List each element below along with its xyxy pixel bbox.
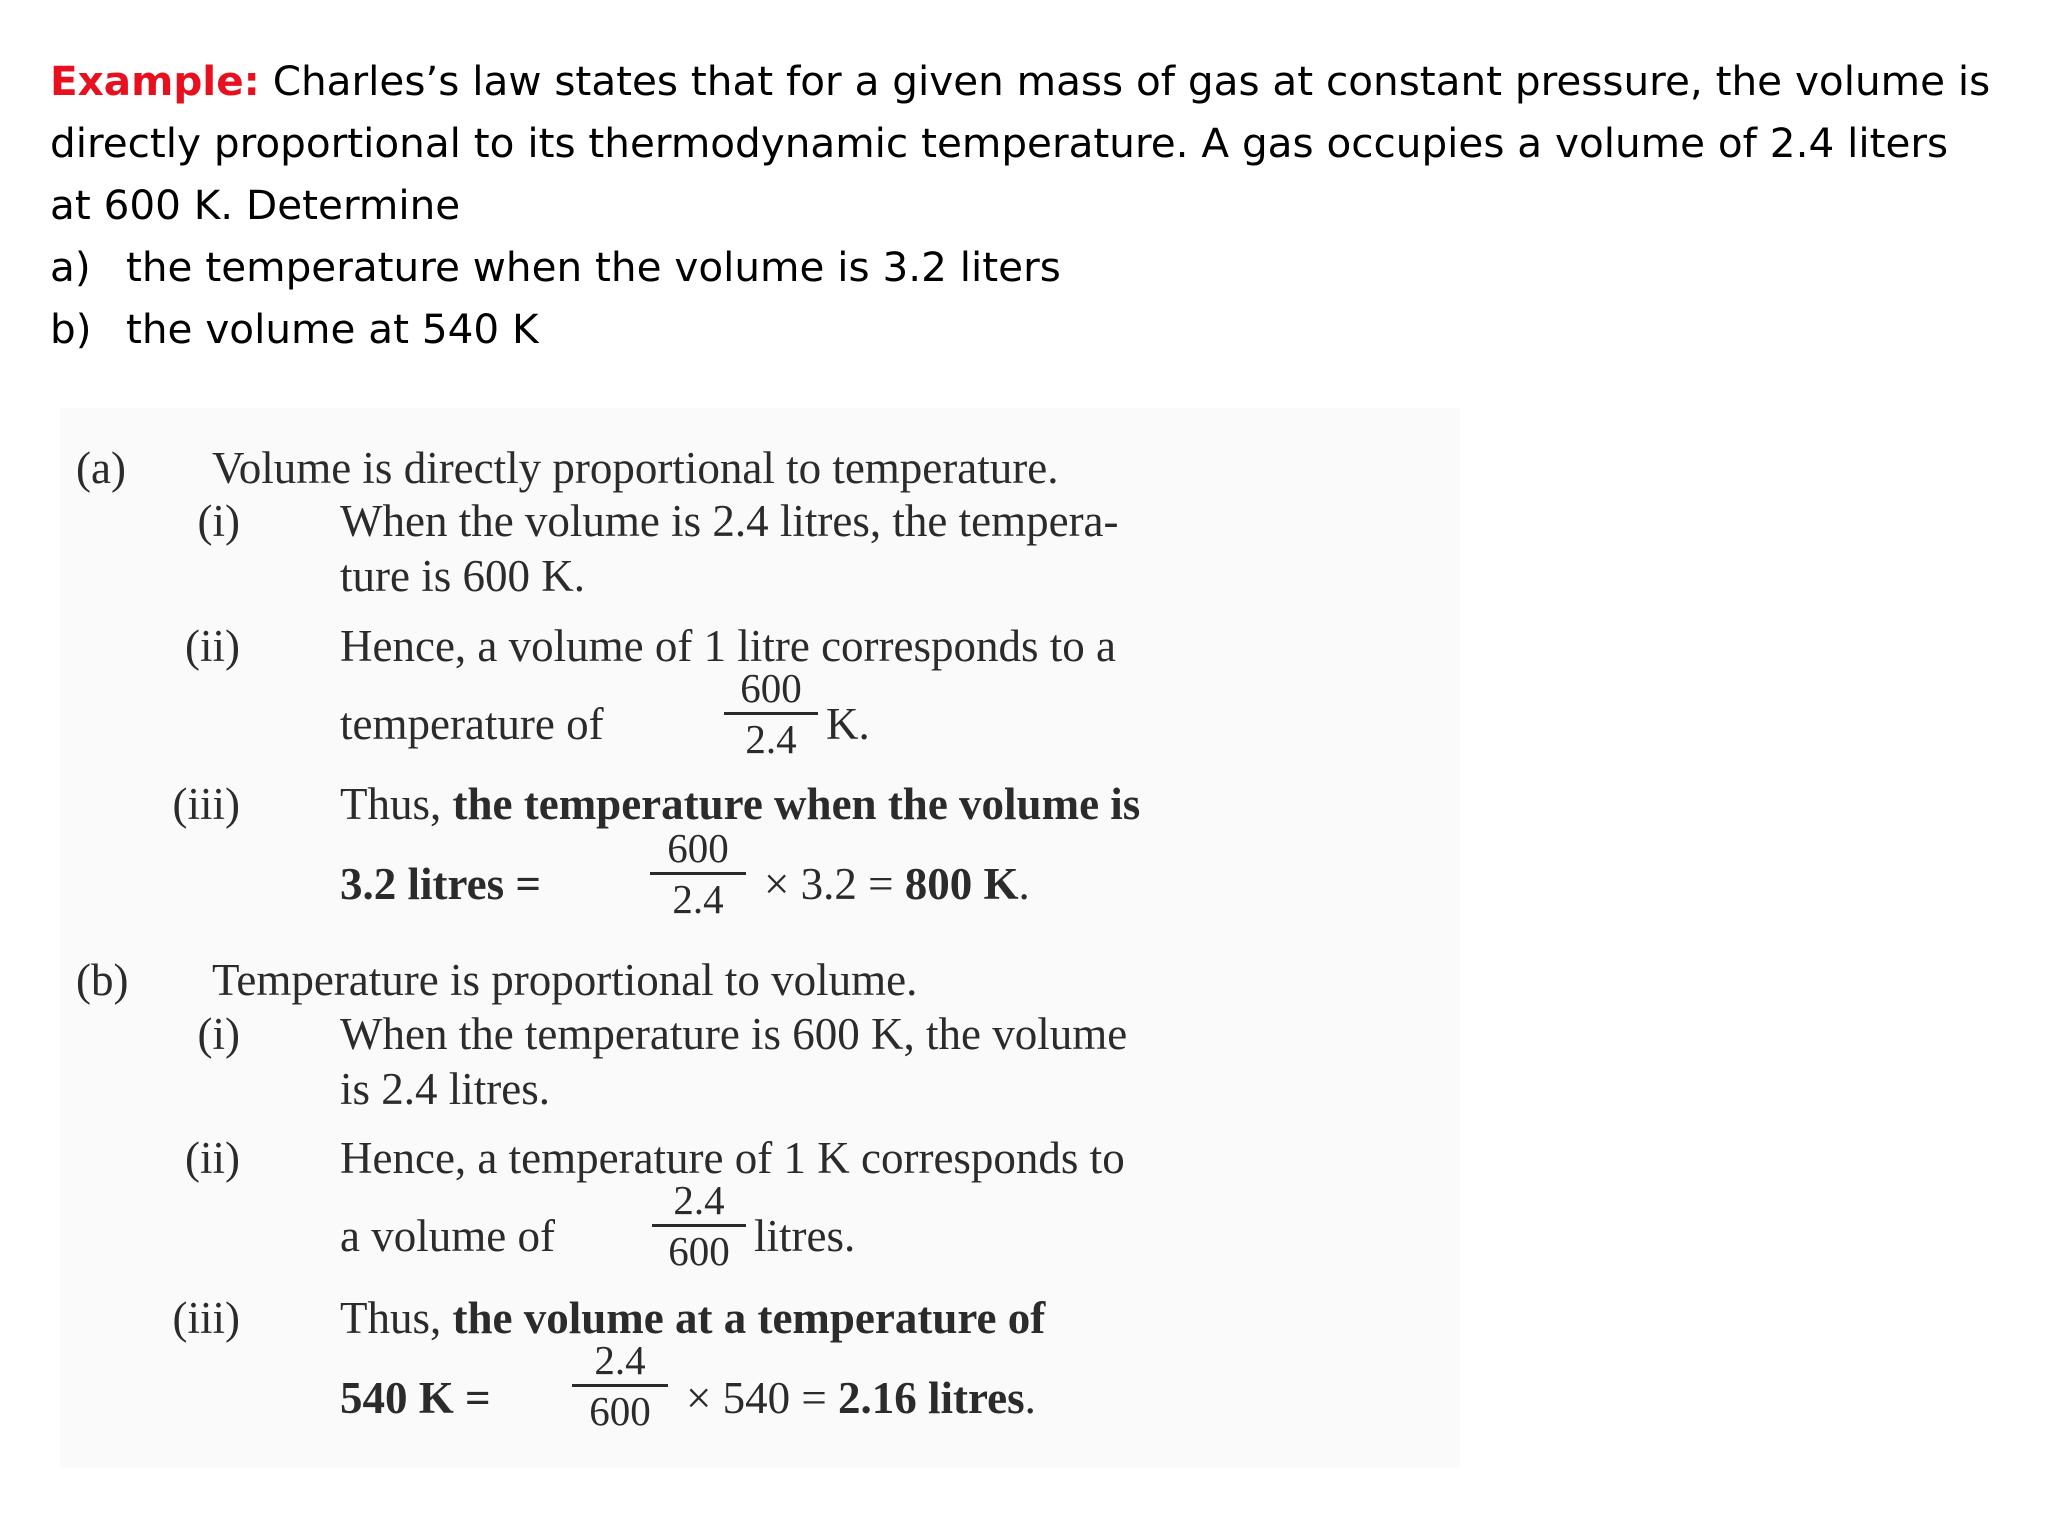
text-bold: the volume at a temperature of — [452, 1293, 1046, 1343]
fraction-denominator: 600 — [668, 1228, 730, 1274]
part-a-step-i-line1: When the volume is 2.4 litres, the tempera- — [340, 496, 1119, 546]
part-b-intro: Temperature is proportional to volume. — [212, 955, 918, 1005]
textbook-solution-image — [60, 408, 1460, 1468]
part-b-step-iii-result — [686, 1372, 1036, 1424]
part-a-intro: Volume is directly proportional to temperature. — [212, 443, 1059, 493]
part-b-step-iii-marker: (iii) — [172, 1293, 240, 1343]
part-b-fraction-1 — [652, 1178, 746, 1273]
item-text: the temperature when the volume is 3.2 liters — [126, 243, 1061, 291]
fraction-denominator: 2.4 — [745, 716, 797, 762]
fraction-bar — [572, 1384, 668, 1387]
fraction-bar — [652, 1224, 746, 1227]
problem-line-1 — [50, 50, 2010, 112]
fraction-bar — [650, 872, 746, 875]
part-a-marker: (a) — [76, 443, 126, 493]
item-text: the volume at 540 K — [126, 305, 539, 353]
problem-text-1: Charles’s law states that for a given mass of gas at constant pressure, the volume is — [259, 57, 1991, 105]
text-plain: Thus, — [340, 779, 442, 829]
item-marker: b) — [50, 305, 92, 353]
part-b-step-ii-marker: (ii) — [185, 1133, 240, 1183]
problem-statement — [50, 50, 2010, 360]
part-a-step-ii-marker: (ii) — [185, 621, 240, 671]
part-b-step-ii-suffix: litres. — [754, 1211, 856, 1261]
question-item-a — [50, 236, 2010, 298]
fraction-numerator: 2.4 — [594, 1337, 646, 1383]
item-marker: a) — [50, 243, 91, 291]
fraction-numerator: 600 — [667, 825, 729, 871]
fraction-numerator: 600 — [740, 665, 802, 711]
example-label: Example: — [50, 57, 260, 105]
part-a-fraction-2 — [650, 826, 746, 921]
end-period: . — [1018, 859, 1030, 909]
text-plain: Thus, — [340, 1293, 442, 1343]
part-a-step-iii-result — [764, 858, 1030, 910]
result-value: 800 K — [904, 859, 1019, 909]
part-a-step-iii-marker: (iii) — [172, 779, 240, 829]
fraction-denominator: 2.4 — [672, 876, 724, 922]
end-period: . — [1024, 1373, 1036, 1423]
part-a-step-i-line2: ture is 600 K. — [340, 551, 585, 601]
problem-line-3: at 600 K. Determine — [50, 181, 461, 229]
part-a-step-ii-line1: Hence, a volume of 1 litre corresponds to a — [340, 621, 1116, 671]
fraction-numerator: 2.4 — [673, 1177, 725, 1223]
text-bold: the temperature when the volume is — [452, 779, 1141, 829]
part-b-marker: (b) — [76, 955, 129, 1005]
fraction-denominator: 600 — [589, 1388, 651, 1434]
part-b-step-i-marker: (i) — [197, 1009, 240, 1059]
part-a-step-ii-suffix: K. — [826, 699, 870, 749]
part-a-step-i-marker: (i) — [197, 496, 240, 546]
question-item-b — [50, 298, 2010, 360]
problem-line-2: directly proportional to its thermodynamic temperature. A gas occupies a volume of 2.4 liters — [50, 119, 1949, 167]
part-a-step-iii-prefix: 3.2 litres = — [340, 859, 542, 909]
part-b-fraction-2 — [572, 1338, 668, 1433]
part-a-step-ii-prefix: temperature of — [340, 699, 604, 749]
multiplication: × 540 = — [686, 1373, 827, 1423]
multiplication: × 3.2 = — [764, 859, 894, 909]
part-a-fraction-1 — [724, 666, 818, 761]
part-b-step-iii-prefix: 540 K = — [340, 1373, 491, 1423]
part-b-step-i-line1: When the temperature is 600 K, the volume — [340, 1009, 1128, 1059]
part-b-step-iii-line1 — [340, 1292, 1045, 1344]
result-value: 2.16 litres — [838, 1373, 1025, 1423]
part-b-step-ii-line1: Hence, a temperature of 1 K corresponds to — [340, 1133, 1125, 1183]
part-b-step-i-line2: is 2.4 litres. — [340, 1064, 550, 1114]
part-b-step-ii-prefix: a volume of — [340, 1211, 555, 1261]
part-a-step-iii-line1 — [340, 778, 1140, 830]
fraction-bar — [724, 712, 818, 715]
